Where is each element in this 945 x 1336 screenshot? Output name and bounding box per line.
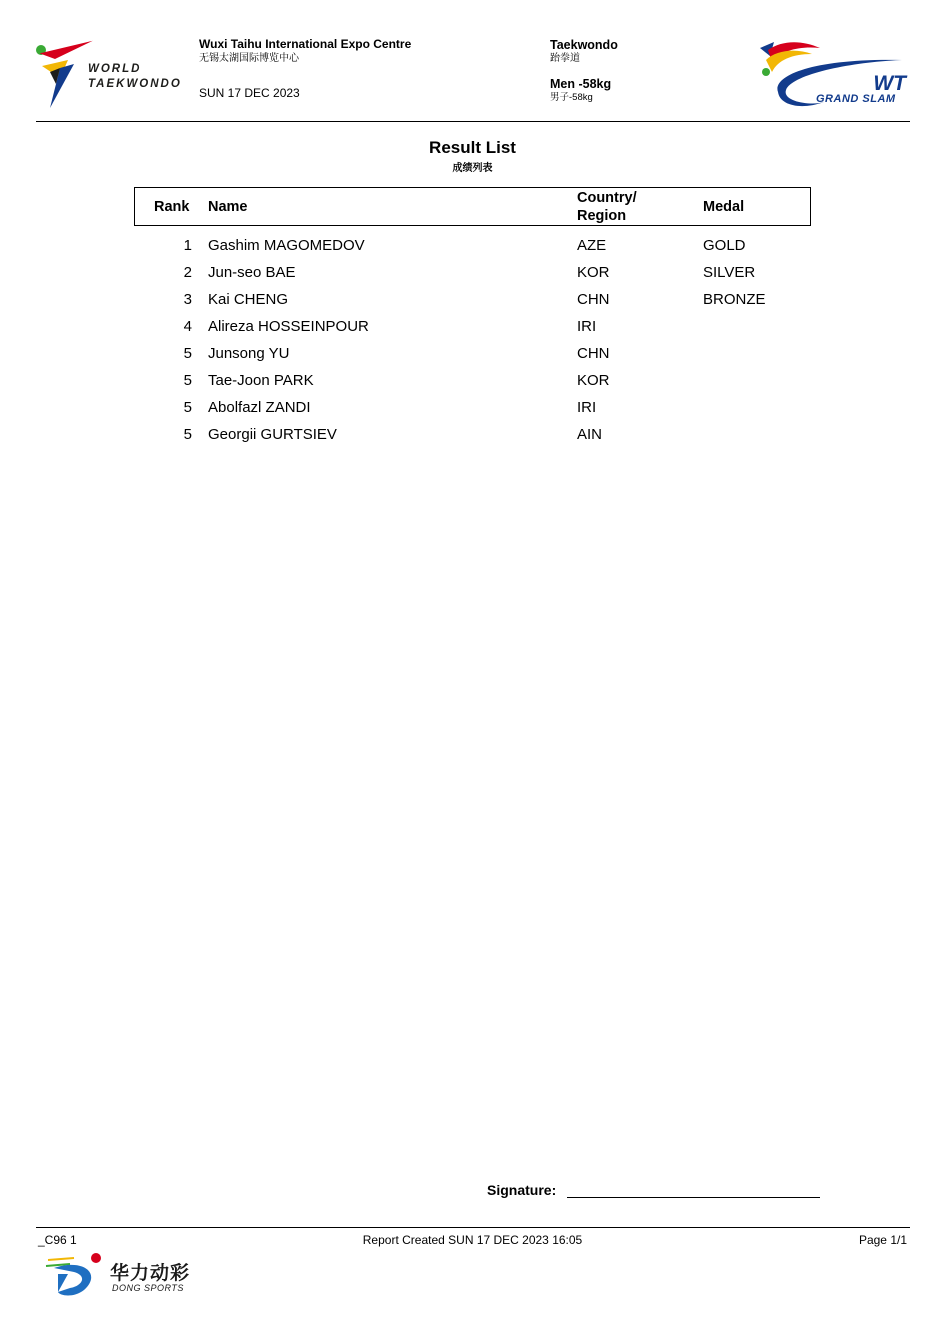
- venue-name-zh: 无锡太湖国际博览中心: [199, 53, 299, 64]
- rank-cell: 2: [183, 264, 192, 281]
- column-header-rank: Rank: [154, 199, 190, 215]
- event-date: SUN 17 DEC 2023: [199, 86, 300, 100]
- table-row: [134, 344, 809, 371]
- medal-cell: GOLD: [703, 237, 746, 254]
- medal-cell: BRONZE: [703, 291, 766, 308]
- country-cell: AIN: [577, 426, 603, 443]
- sponsor-name-zh: 华力动彩: [110, 1263, 191, 1284]
- rank-cell: 5: [183, 426, 192, 443]
- athlete-name-cell: Tae-Joon PARK: [208, 372, 314, 389]
- grand-slam-logo: [752, 36, 912, 114]
- rank-cell: 5: [183, 372, 192, 389]
- rank-cell: 3: [183, 291, 192, 308]
- country-cell: KOR: [577, 372, 610, 389]
- rank-cell: 5: [183, 399, 192, 416]
- sport-name: Taekwondo: [550, 38, 618, 52]
- page-number: Page 1/1: [858, 1233, 907, 1247]
- table-row: [134, 290, 809, 317]
- header-divider: [36, 121, 910, 122]
- venue-block: [199, 37, 411, 100]
- page-title: Result List: [429, 138, 516, 157]
- athlete-name-cell: Kai CHENG: [208, 291, 289, 308]
- footer-divider: [36, 1227, 910, 1228]
- table-row: [134, 371, 809, 398]
- athlete-name-cell: Junsong YU: [208, 345, 290, 362]
- table-row: [134, 398, 809, 425]
- page-subtitle: 成绩列表: [452, 163, 493, 174]
- dong-sports-logo: [44, 1252, 214, 1300]
- report-created: Report Created SUN 17 DEC 2023 16:05: [362, 1233, 583, 1247]
- sport-block: [550, 38, 618, 104]
- signature-label: Signature:: [487, 1182, 557, 1198]
- event-name: Men -58kg: [550, 77, 612, 91]
- world-taekwondo-logo: [34, 38, 194, 112]
- results-table-header: [134, 187, 811, 226]
- column-header-country-line-2: Region: [577, 208, 627, 224]
- column-header-country-line-1: Country/: [577, 190, 637, 206]
- sport-name-zh: 跆拳道: [550, 53, 580, 64]
- table-row: [134, 425, 809, 452]
- table-row: [134, 263, 809, 290]
- country-cell: IRI: [577, 399, 597, 416]
- dong-sports-emblem-icon: [44, 1252, 106, 1298]
- athlete-name-cell: Georgii GURTSIEV: [208, 426, 337, 443]
- report-code: _C96 1: [38, 1233, 77, 1247]
- athlete-name-cell: Jun-seo BAE: [208, 264, 296, 281]
- country-cell: IRI: [577, 318, 597, 335]
- country-cell: KOR: [577, 264, 610, 281]
- rank-cell: 4: [183, 318, 192, 335]
- event-name-zh: 男子-58kg: [550, 92, 593, 103]
- rank-cell: 1: [183, 237, 192, 254]
- column-header-country: [577, 189, 637, 225]
- country-cell: CHN: [577, 291, 610, 308]
- logo-text-line-2: TAEKWONDO: [88, 78, 182, 90]
- world-taekwondo-emblem-icon: [34, 38, 94, 110]
- logo-text-line-1: WORLD: [88, 63, 142, 75]
- country-cell: AZE: [577, 237, 607, 254]
- sponsor-name-en: DONG SPORTS: [112, 1283, 184, 1293]
- results-table-body: [134, 236, 809, 452]
- medal-cell: SILVER: [703, 264, 756, 281]
- column-header-medal: Medal: [703, 199, 745, 215]
- column-header-name: Name: [208, 199, 248, 215]
- grand-slam-text: GRAND SLAM: [816, 93, 896, 105]
- venue-name: Wuxi Taihu International Expo Centre: [199, 37, 412, 51]
- table-row: [134, 317, 809, 344]
- athlete-name-cell: Gashim MAGOMEDOV: [208, 237, 365, 254]
- athlete-name-cell: Alireza HOSSEINPOUR: [208, 318, 369, 335]
- signature-line: [567, 1197, 820, 1198]
- country-cell: CHN: [577, 345, 610, 362]
- grand-slam-wt: WT: [873, 72, 906, 95]
- rank-cell: 5: [183, 345, 192, 362]
- athlete-name-cell: Abolfazl ZANDI: [208, 399, 311, 416]
- table-row: [134, 236, 809, 263]
